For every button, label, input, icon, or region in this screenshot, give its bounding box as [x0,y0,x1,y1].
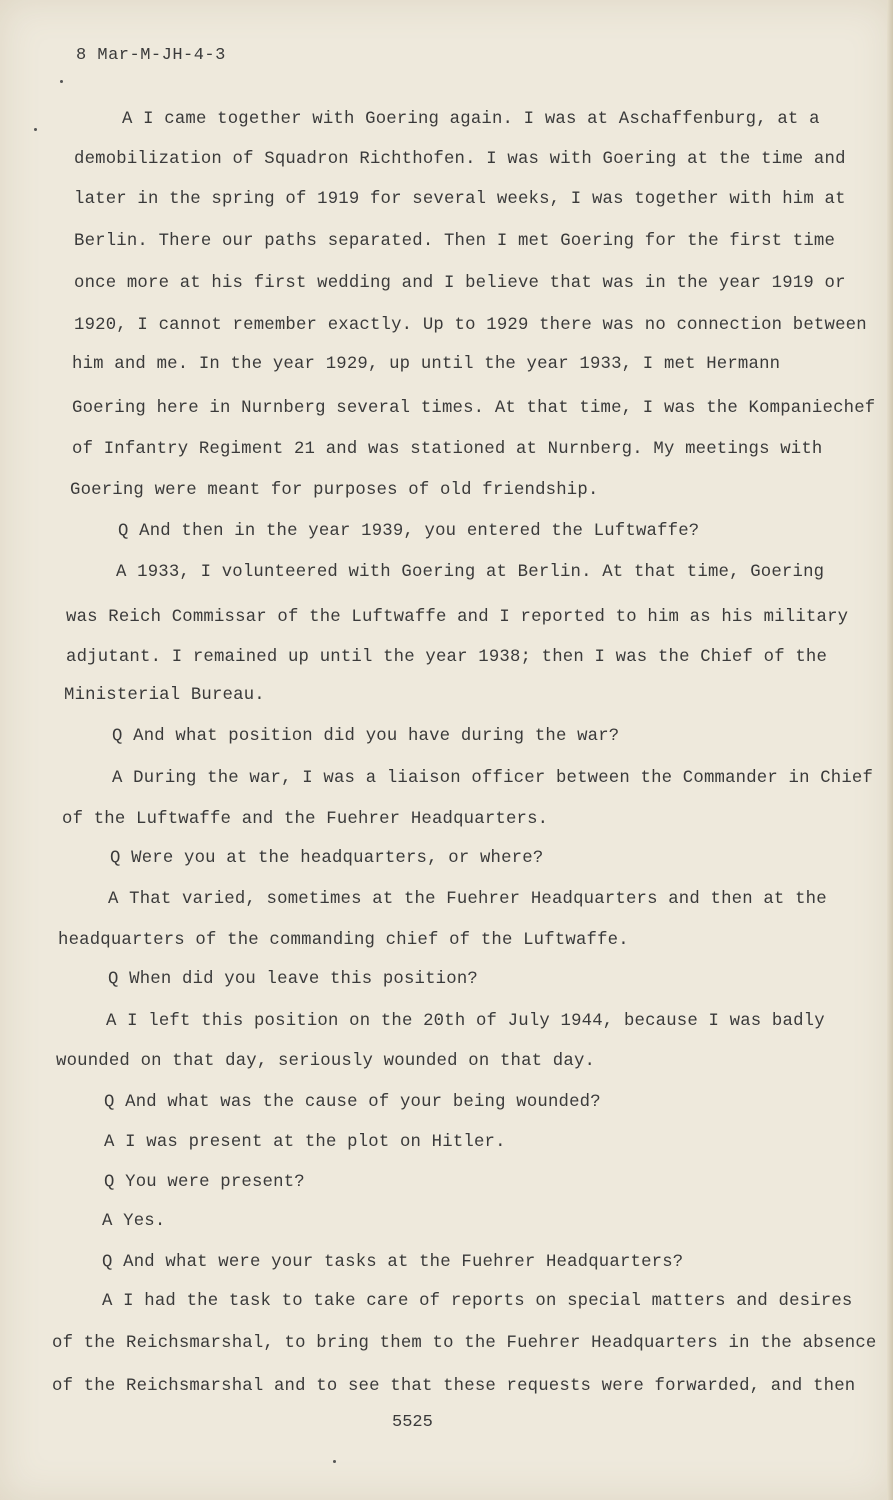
text-line: Q And then in the year 1939, you entered the Luftwaffe? [118,522,700,541]
text-line: Q And what was the cause of your being wounded? [104,1093,601,1112]
text-line: demobilization of Squadron Richthofen. I was with Goering at the time and [74,150,846,169]
text-line: A During the war, I was a liaison officer between the Commander in Chief [112,769,874,788]
text-line: Berlin. There our paths separated. Then I met Goering for the first time [74,232,836,251]
text-line: A That varied, sometimes at the Fuehrer Headquarters and then at the [108,890,827,909]
text-line: adjutant. I remained up until the year 1938; then I was the Chief of the [66,648,828,667]
ink-speck [60,80,63,83]
text-line: Goering here in Nurnberg several times. At that time, I was the Kompaniechef [72,399,876,418]
text-line: Q And what were your tasks at the Fuehrer Headquarters? [102,1253,684,1272]
page-edge [887,0,893,1500]
text-line: Ministerial Bureau. [64,686,265,705]
text-line: of the Reichsmarshal, to bring them to the Fuehrer Headquarters in the absence [52,1334,877,1353]
text-line: Q When did you leave this position? [108,970,478,989]
text-line: A I came together with Goering again. I was at Aschaffenburg, at a [122,110,820,129]
text-line: of the Luftwaffe and the Fuehrer Headquarters. [62,810,549,829]
text-line: wounded on that day, seriously wounded on that day. [56,1052,596,1071]
text-line: A 1933, I volunteered with Goering at Berlin. At that time, Goering [116,563,825,582]
text-line: A I was present at the plot on Hitler. [104,1133,506,1152]
text-line: Q Were you at the headquarters, or where? [110,849,544,868]
page-number: 5525 [392,1413,433,1432]
text-line: later in the spring of 1919 for several weeks, I was together with him at [74,190,846,209]
text-line: 1920, I cannot remember exactly. Up to 1929 there was no connection between [74,316,867,335]
text-line: Goering were meant for purposes of old friendship. [70,481,599,500]
text-line: Q You were present? [104,1173,305,1192]
text-line: headquarters of the commanding chief of the Luftwaffe. [58,931,629,950]
text-line: of Infantry Regiment 21 and was stationed at Nurnberg. My meetings with [72,440,823,459]
text-line: once more at his first wedding and I believe that was in the year 1919 or [74,274,846,293]
text-line: A I left this position on the 20th of July 1944, because I was badly [106,1012,825,1031]
text-line: was Reich Commissar of the Luftwaffe and I reported to him as his military [66,608,849,627]
ink-speck [333,1460,336,1463]
text-line: him and me. In the year 1929, up until the year 1933, I met Hermann [72,355,781,374]
text-line: of the Reichsmarshal and to see that these requests were forwarded, and then [52,1377,856,1396]
text-line: A I had the task to take care of reports on special matters and desires [102,1292,853,1311]
document-header: 8 Mar-M-JH-4-3 [76,46,226,65]
text-line: A Yes. [102,1212,166,1231]
text-line: Q And what position did you have during the war? [112,727,620,746]
ink-speck [34,128,37,131]
